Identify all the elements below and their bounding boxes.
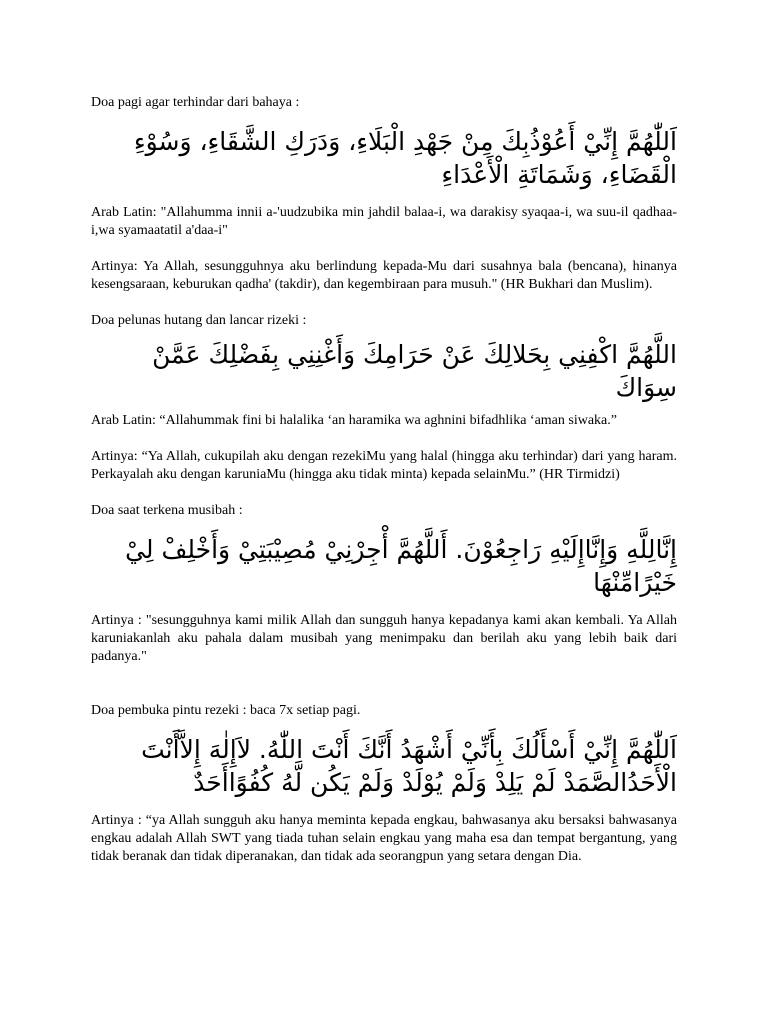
arabic-text-calamity-prayer: إِنَّالِلَّهِ وَإِنَّاإِلَيْهِ رَاجِعُوْنَ. أَللَّهُمَّ أْجِرْنِيْ مُصِيْبَتِيْ وَأَخْلِفْ لِيْ خَيْرًامِّنْهَا <box>125 535 677 597</box>
translation-calamity-prayer: Artinya : "sesungguhnya kami milik Allah dan sungguh hanya kepadanya kami akan kembali. Ya Allah karuniakanlah aku pahala dalam musibah yang menimpaku dan berilah aku yang lebih baik dari padanya." <box>91 613 677 664</box>
section-heading-debt-prayer: Doa pelunas hutang dan lancar rizeki : <box>91 313 307 328</box>
section-heading-sustenance-prayer: Doa pembuka pintu rezeki : baca 7x setiap pagi. <box>91 703 361 718</box>
latin-transliteration-debt-prayer: Arab Latin: “Allahummak fini bi halalika ‘an haramika wa aghnini bifadhlika ‘aman siwaka.” <box>91 413 617 428</box>
section-heading-morning-prayer: Doa pagi agar terhindar dari bahaya : <box>91 95 300 110</box>
translation-debt-prayer: Artinya: “Ya Allah, cukupilah aku dengan rezekiMu yang halal (hingga aku terhindar) dari yang haram. Perkayalah aku dengan karuniaMu (hingga aku tidak minta) kepada selainMu.” (HR Tirmidzi) <box>91 449 677 482</box>
arabic-text-debt-prayer: اللَّهُمَّ اكْفِنِي بِحَلالِكَ عَنْ حَرَامِكَ وَأَغْنِنِي بِفَضْلِكَ عَمَّنْ سِوَاكَ <box>152 340 677 402</box>
arabic-text-sustenance-prayer: اَللّٰهُمَّ إِنِّيْ أَسْأَلُكَ بِأَنِّيْ أَشْهَدُ أَنَّكَ أَنْتَ اللّٰهُ. لاَإِلٰهَ إِلاَّأَنْتَ الْأَحَدُالصَّمَدْ لَمْ يَلِدْ وَلَمْ يُوْلَدْ وَلَمْ يَكُن لَّهُ كُفُوًاأَحَدٌ <box>141 735 677 797</box>
translation-morning-prayer: Artinya: Ya Allah, sesungguhnya aku berlindung kepada-Mu dari susahnya bala (bencana), hinanya kesengsaraan, keburukan qadha' (takdir), dan kegembiraan para musuh." (HR Bukhari dan Muslim). <box>91 259 677 292</box>
section-heading-calamity-prayer: Doa saat terkena musibah : <box>91 503 243 518</box>
document-page <box>91 94 677 866</box>
translation-sustenance-prayer: Artinya : “ya Allah sungguh aku hanya meminta kepada engkau, bahwasanya aku bersaksi bahwasanya engkau adalah Allah SWT yang tiada tuhan selain engkau yang maha esa dan tempat bergantung, yang tidak beranak dan tidak diperanakan, dan tidak ada seorangpun yang setara dengan Dia. <box>91 813 677 864</box>
latin-transliteration-morning-prayer: Arab Latin: "Allahumma innii a-'uudzubika min jahdil balaa-i, wa darakisy syaqaa-i, wa suu-il qadhaa-i,wa syamaatatil a'daa-i" <box>91 205 677 238</box>
arabic-text-morning-prayer: اَللّٰهُمَّ إِنِّيْ أَعُوْذُبِكَ مِنْ جَهْدِ الْبَلَاءِ، وَدَرَكِ الشَّقَاءِ، وَسُوْءِ الْقَضَاءِ، وَشَمَاتَةِ الْأَعْدَاءِ <box>133 127 677 189</box>
